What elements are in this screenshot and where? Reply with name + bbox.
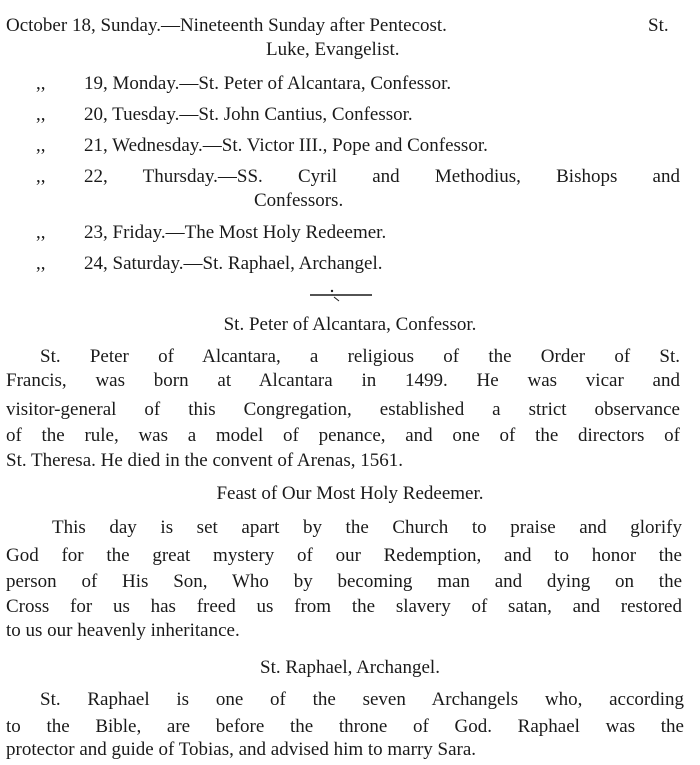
calendar-first-line-end: St. <box>648 15 669 36</box>
paragraph-line: God for the great mystery of our Redemption, and to honor the <box>6 545 682 566</box>
paragraph-line: St. Raphael is one of the seven Archangels who, according <box>40 689 684 710</box>
ditto-mark: ,, <box>36 166 46 187</box>
paragraph-line: to the Bible, are before the throne of God. Raphael was the <box>6 716 684 737</box>
paragraph-line: St. Peter of Alcantara, a religious of the Order of St. <box>40 346 680 367</box>
calendar-row-continuation: Confessors. <box>254 190 344 211</box>
paragraph-line: protector and guide of Tobias, and advised him to marry Sara. <box>6 739 477 760</box>
paragraph-line: Cross for us has freed us from the slavery of satan, and restored <box>6 596 682 617</box>
calendar-first-line-text: October 18, Sunday.—Nineteenth Sunday after Pentecost. <box>6 15 447 36</box>
ditto-mark: ,, <box>36 253 46 274</box>
section-heading: St. Peter of Alcantara, Confessor. <box>223 314 477 335</box>
paragraph-line: person of His Son, Who by becoming man and dying on the <box>6 571 682 592</box>
ornament-divider <box>306 288 376 302</box>
calendar-row-text: 19, Monday.—St. Peter of Alcantara, Confessor. <box>84 73 452 94</box>
calendar-first-line <box>6 14 606 38</box>
ditto-mark: ,, <box>36 135 46 156</box>
ditto-mark: ,, <box>36 73 46 94</box>
section-heading: Feast of Our Most Holy Redeemer. <box>216 483 484 504</box>
ditto-mark: ,, <box>36 104 46 125</box>
paragraph-line: Francis, was born at Alcantara in 1499. He was vicar and <box>6 370 680 391</box>
calendar-row-text: 24, Saturday.—St. Raphael, Archangel. <box>84 253 383 274</box>
calendar-first-line-continuation: Luke, Evangelist. <box>266 39 400 60</box>
paragraph-line: This day is set apart by the Church to praise and glorify <box>52 517 682 538</box>
paragraph-line: St. Theresa. He died in the convent of Arenas, 1561. <box>6 450 403 471</box>
paragraph-line: visitor-general of this Congregation, established a strict observance <box>6 399 680 420</box>
paragraph-line: of the rule, was a model of penance, and one of the directors of <box>6 425 680 446</box>
calendar-row-text: 22, Thursday.—SS. Cyril and Methodius, Bishops and <box>84 166 680 187</box>
section-heading: St. Raphael, Archangel. <box>260 657 440 678</box>
calendar-row-text: 23, Friday.—The Most Holy Redeemer. <box>84 222 387 243</box>
ditto-mark: ,, <box>36 222 46 243</box>
calendar-row-text: 21, Wednesday.—St. Victor III., Pope and Confessor. <box>84 135 488 156</box>
paragraph-line: to us our heavenly inheritance. <box>6 620 240 641</box>
calendar-row-text: 20, Tuesday.—St. John Cantius, Confessor. <box>84 104 413 125</box>
